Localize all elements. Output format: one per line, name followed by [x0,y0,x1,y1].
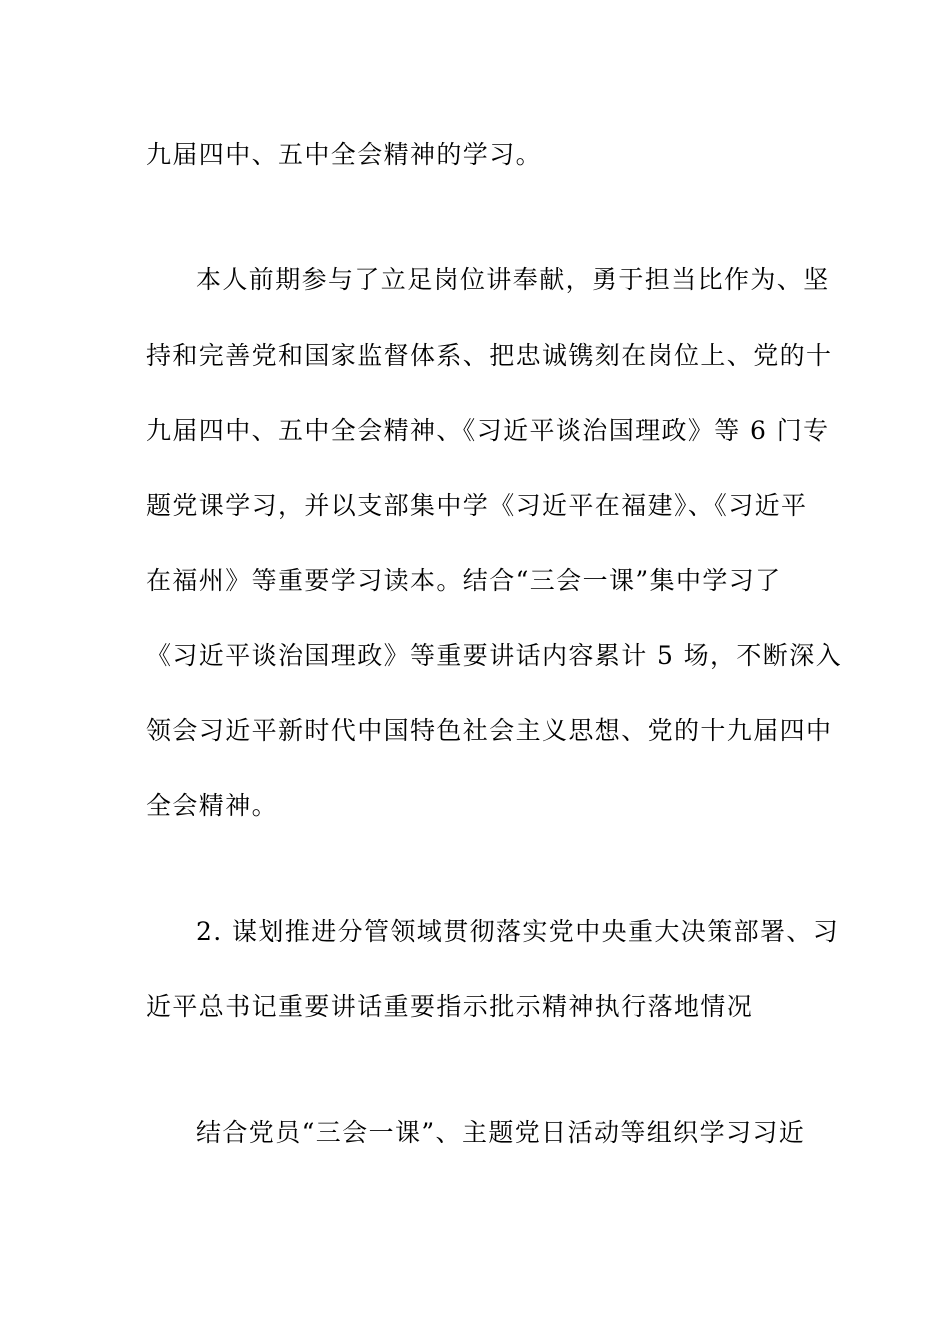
paragraph-line: 本人前期参与了立足岗位讲奉献，勇于担当比作为、坚 [196,265,830,294]
paragraph-line: 领会习近平新时代中国特色社会主义思想、党的十九届四中 [146,716,833,745]
paragraph-line: 题党课学习，并以支部集中学《习近平在福建》、《习近平 [146,491,808,520]
paragraph-line: 在福州》等重要学习读本。结合“三会一课”集中学习了 [146,566,782,595]
paragraph-line: 结合党员“三会一课”、主题党日活动等组织学习习近 [196,1118,806,1147]
paragraph-line: 九届四中、五中全会精神的学习。 [146,140,543,169]
paragraph-line: 《习近平谈治国理政》等重要讲话内容累计 5 场，不断深入 [146,641,843,670]
section-heading-line: 2. 谋划推进分管领域贯彻落实党中央重大决策部署、习 [196,917,840,946]
section-heading-line: 近平总书记重要讲话重要指示批示精神执行落地情况 [146,992,754,1021]
paragraph-line: 持和完善党和国家监督体系、把忠诚镌刻在岗位上、党的十 [146,341,833,370]
paragraph-line: 全会精神。 [146,791,279,820]
paragraph-line: 九届四中、五中全会精神、《习近平谈治国理政》等 6 门专 [146,416,830,445]
